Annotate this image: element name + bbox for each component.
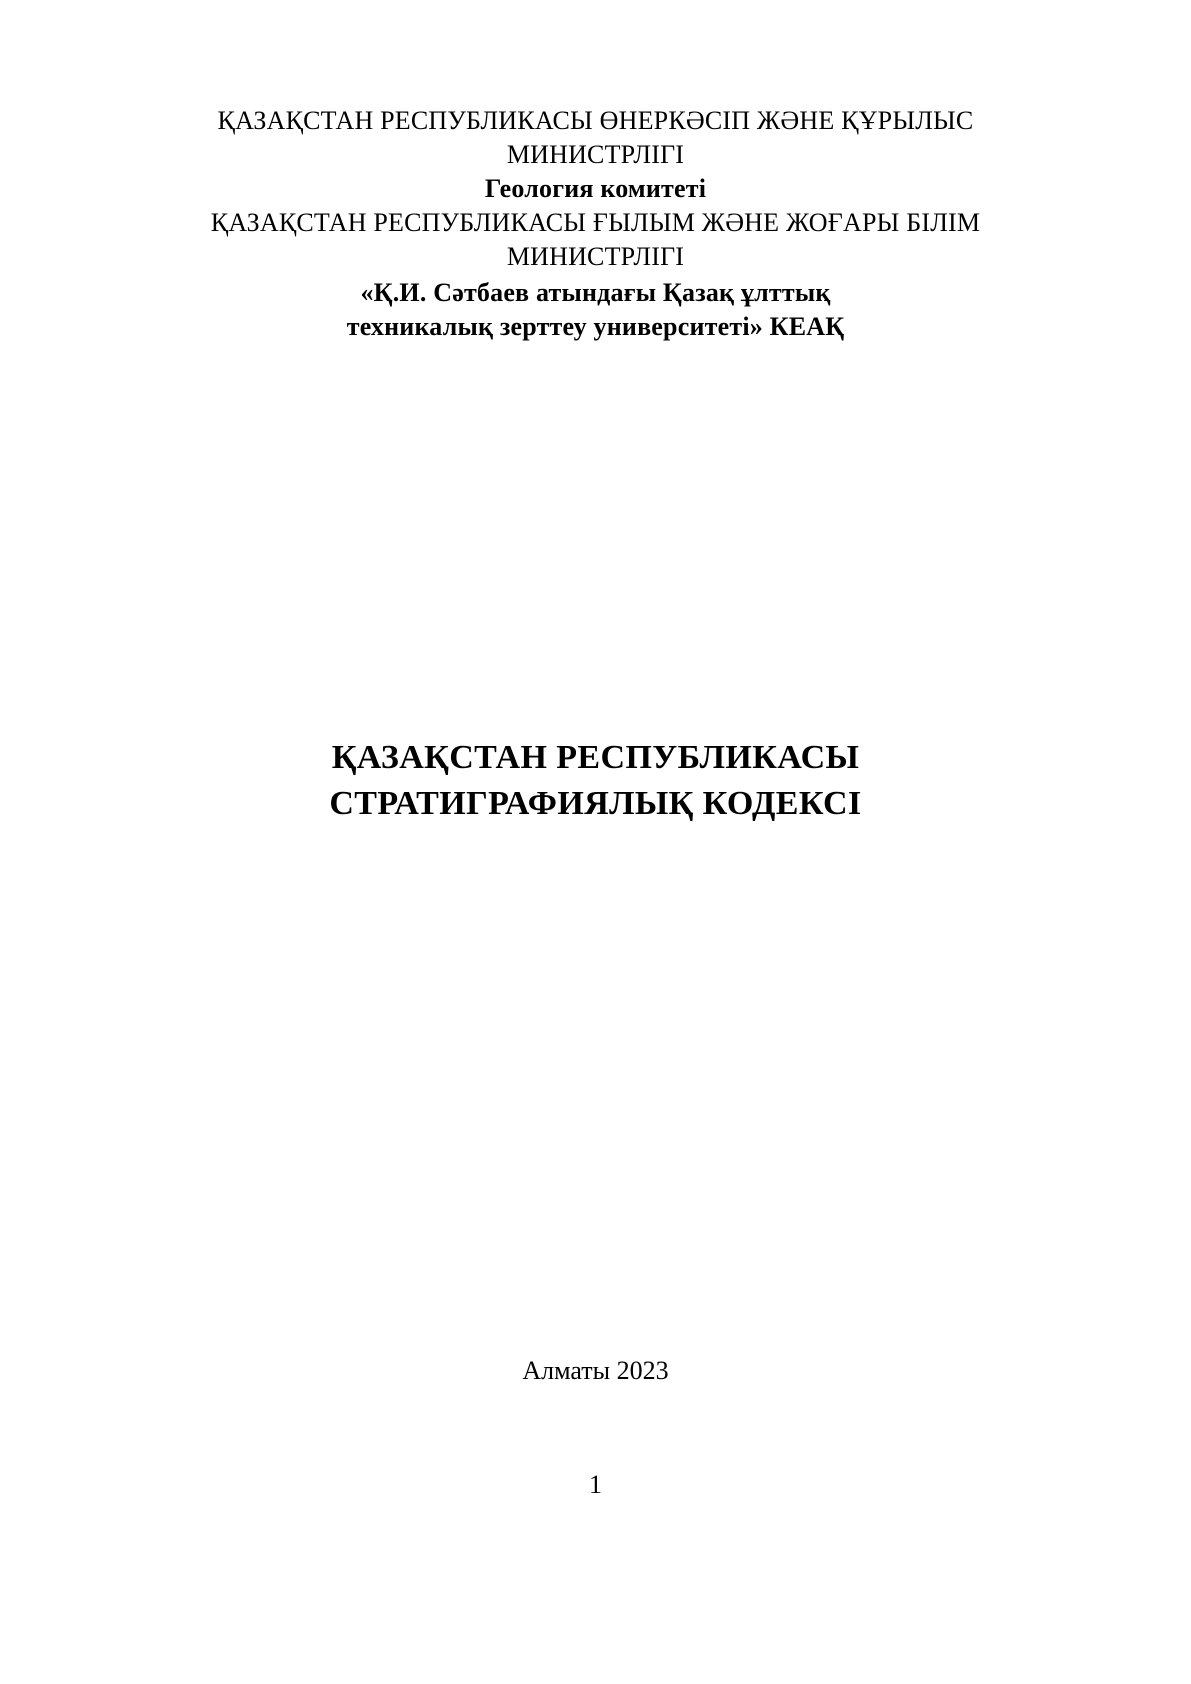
header-line-ministry-science-cont: МИНИСТРЛІГІ	[506, 242, 685, 271]
page-title-line-1: ҚАЗАҚСТАН РЕСПУБЛИКАСЫ	[331, 739, 860, 776]
header-line-ministry-industry: ҚАЗАҚСТАН РЕСПУБЛИКАСЫ ӨНЕРКӘСІП ЖӘНЕ ҚҰРЫЛЫС	[217, 106, 974, 135]
page-number: 1	[589, 1470, 602, 1499]
header-line-university-2: техникалық зерттеу университеті» КЕАҚ	[346, 312, 845, 341]
header-line-geology-committee: Геология комитеті	[484, 174, 707, 203]
header-line-ministry-science: ҚАЗАҚСТАН РЕСПУБЛИКАСЫ ҒЫЛЫМ ЖӘНЕ ЖОҒАРЫ БІЛІМ	[210, 208, 981, 237]
header-line-ministry-industry-cont: МИНИСТРЛІГІ	[506, 140, 685, 169]
document-header	[0, 104, 1191, 344]
page-title	[0, 735, 1191, 827]
header-line-university-1: «Қ.И. Сәтбаев атындағы Қазақ ұлттық	[360, 278, 831, 307]
page-title-line-2: СТРАТИГРАФИЯЛЫҚ КОДЕКСІ	[329, 785, 862, 822]
imprint-place-year: Алматы 2023	[522, 1356, 669, 1385]
